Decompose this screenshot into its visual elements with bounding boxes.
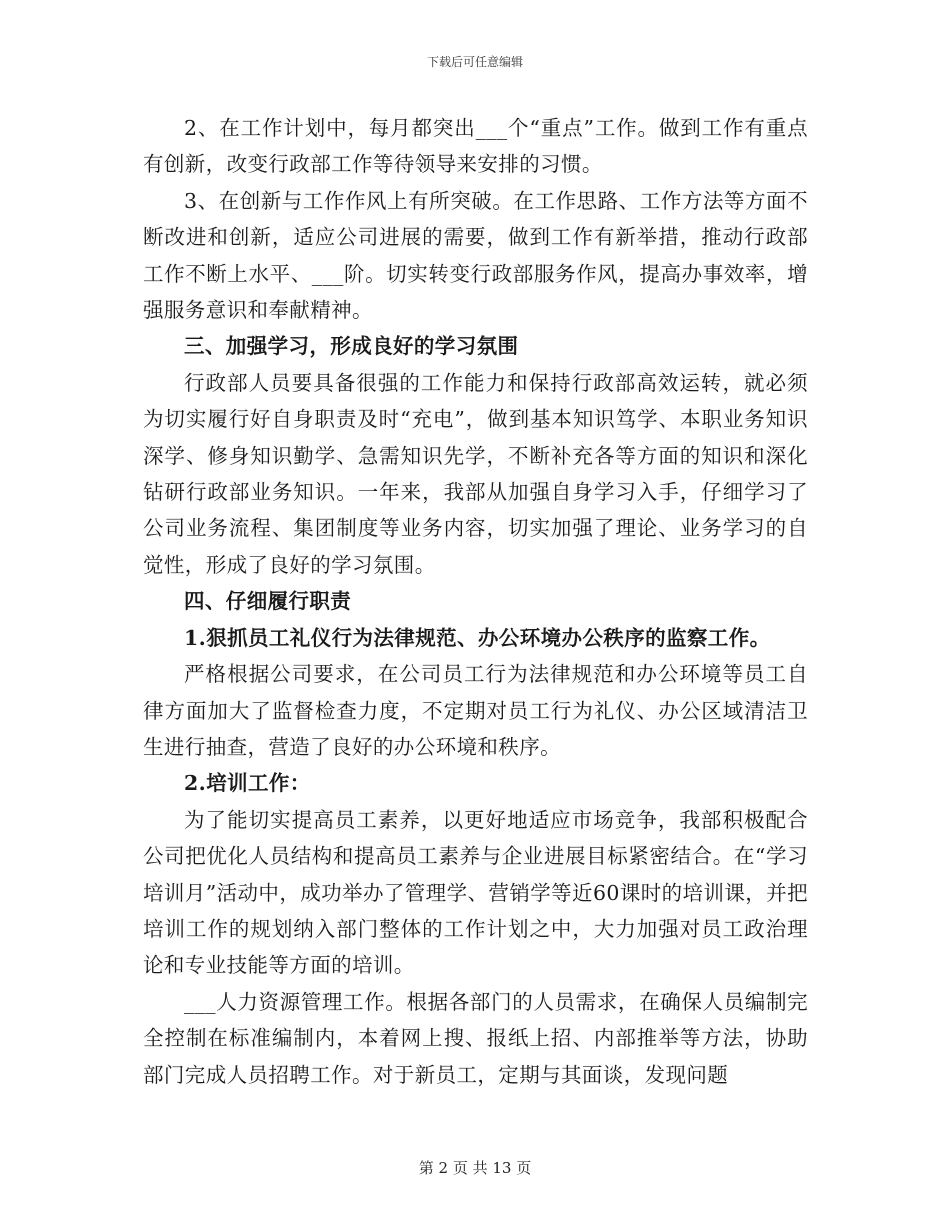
section-heading: 三、加强学习，形成良好的学习氛围 [184,334,519,359]
subsection-heading: 2.培训工作： [184,771,311,796]
paragraph: 行政部人员要具备很强的工作能力和保持行政部高效运转，就必须为切实履行好自身职责及时“充电”，做到基本知识笃学、本职业务知识深学、修身知识勤学、急需知识先学，不断补充各等方面的知识和深化钻研行政部业务知识。一年来，我部从加强自身学习入手，仔细学习了公司业务流程、集团制度等业务内容，切实加强了理论、业务学习的自觉性，形成了良好的学习氛围。 [143,370,808,577]
paragraph: 2、在工作计划中，每月都突出___个“重点”工作。做到工作有重点有创新，改变行政部工作等待领导来安排的习惯。 [143,116,808,177]
document-body [143,110,808,1093]
paragraph: 为了能切实提高员工素养，以更好地适应市场竞争，我部积极配合公司把优化人员结构和提高员工素养与企业进展目标紧密结合。在“学习培训月”活动中，成功举办了管理学、营销学等近60课时的培训课，并把培训工作的规划纳入部门整体的工作计划之中，大力加强对员工政治理论和专业技能等方面的培训。 [143,807,808,978]
section-heading: 四、仔细履行职责 [184,589,352,614]
paragraph: 严格根据公司要求，在公司员工行为法律规范和办公环境等员工自律方面加大了监督检查力度，不定期对员工行为礼仪、办公区域清洁卫生进行抽查，营造了良好的办公环境和秩序。 [143,662,808,759]
paragraph: ___人力资源管理工作。根据各部门的人员需求，在确保人员编制完全控制在标准编制内，本着网上搜、报纸上招、内部推举等方法，协助部门完成人员招聘工作。对于新员工，定期与其面谈，发现问题 [143,989,808,1087]
page-header: 下载后可任意编辑 [426,55,523,69]
paragraph: 3、在创新与工作作风上有所突破。在工作思路、工作方法等方面不断改进和创新，适应公司进展的需要，做到工作有新举措，推动行政部工作不断上水平、___阶。切实转变行政部服务作风，提高办事效率，增强服务意识和奉献精神。 [143,188,808,323]
page-footer: 第 2 页 共 13 页 [418,1159,532,1177]
subsection-heading: 1.狠抓员工礼仪行为法律规范、办公环境办公秩序的监察工作。 [184,625,771,650]
